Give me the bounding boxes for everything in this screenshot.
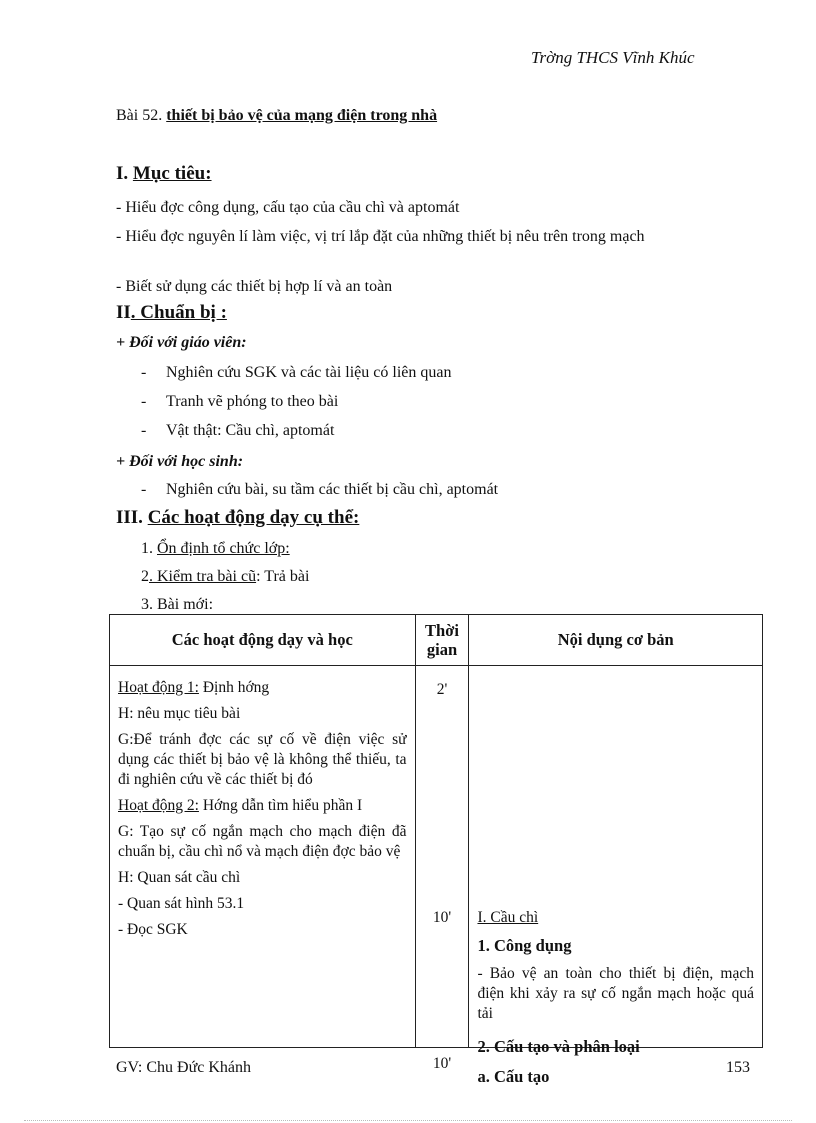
step-1: 1. Ổn định tổ chức lớp:: [141, 540, 290, 557]
time-value: 10': [432, 1055, 452, 1072]
section-title: . Chuẩn bị :: [130, 302, 227, 323]
activity-line: G: Tạo sự cố ngắn mạch cho mạch điện đã chuẩn bị, cầu chì nổ và mạch điện đợc bảo vệ: [118, 823, 407, 860]
col-header-content: Nội dụng cơ bản: [469, 615, 763, 666]
page-bottom-divider: [24, 1120, 792, 1121]
section-title: Các hoạt động dạy cụ thể:: [147, 507, 360, 528]
section-roman: III.: [116, 507, 143, 528]
objective-item: - Hiểu đợc nguyên lí làm việc, vị trí lắp đặt của những thiết bị nêu trên trong mạch: [116, 228, 645, 245]
activity-line: G:Để tránh đợc các sự cố về điện việc sử dụng các thiết bị bảo vệ là không thể thiếu, ta đi nghiên cứu về các thiết bị đó: [118, 731, 407, 788]
time-cell: [415, 666, 469, 1072]
footer-teacher: GV: Chu Đức Khánh: [116, 1059, 252, 1076]
col-header-time: Thời gian: [415, 615, 469, 666]
teacher-item: - Vật thật: Cầu chì, aptomát: [141, 422, 335, 439]
lesson-name: thiết bị bảo vệ của mạng điện trong nhà: [166, 107, 438, 124]
content-line: I. Cầu chì: [477, 909, 539, 926]
lesson-number: Bài 52.: [116, 107, 163, 124]
student-label: + Đối với học sinh:: [116, 453, 244, 470]
page-number: 153: [726, 1059, 750, 1076]
section-activities-heading: [116, 507, 359, 529]
objective-item: - Hiểu đợc công dụng, cấu tạo của cầu chì và aptomát: [116, 199, 460, 216]
table-row: [110, 666, 763, 1048]
teacher-label: + Đối với giáo viên:: [116, 334, 247, 351]
section-roman: I.: [116, 163, 129, 184]
lesson-title: [116, 107, 437, 125]
section-title: Mục tiêu:: [132, 163, 212, 184]
teacher-item: - Tranh vẽ phóng to theo bài: [141, 393, 339, 410]
time-value: 2': [436, 681, 448, 698]
student-item: - Nghiên cứu bài, su tầm các thiết bị cầu chì, aptomát: [141, 481, 499, 498]
col-header-activities: Các hoạt động dạy và học: [110, 615, 416, 666]
content-line: a. Cấu tạo: [477, 1067, 550, 1086]
step-2: 2. Kiểm tra bài cũ: Trả bài: [141, 568, 310, 585]
section-preparation-heading: [116, 302, 227, 324]
activities-cell: [110, 666, 416, 1048]
activity-line: - Đọc SGK: [118, 921, 188, 938]
table-header-row: [110, 615, 763, 666]
section-roman: II: [116, 302, 131, 323]
step-3: 3. Bài mới:: [141, 596, 214, 613]
activity-line: - Quan sát hình 53.1: [118, 895, 245, 912]
teacher-item: - Nghiên cứu SGK và các tài liệu có liên quan: [141, 364, 452, 381]
activity-2: Hoạt động 2: Hớng dẫn tìm hiểu phần I: [118, 797, 363, 814]
activity-line: H: nêu mục tiêu bài: [118, 705, 241, 722]
content-line: 2. Cấu tạo và phân loại: [477, 1037, 640, 1056]
activity-line: H: Quan sát cầu chì: [118, 869, 241, 886]
activity-1: Hoạt động 1: Định hớng: [118, 679, 270, 696]
content-line: - Bảo vệ an toàn cho thiết bị điện, mạch điện khi xảy ra sự cố ngắn mạch hoặc quá tải: [477, 965, 754, 1022]
content-line: 1. Công dụng: [477, 936, 572, 955]
time-value: 10': [432, 909, 452, 926]
objective-item: - Biết sử dụng các thiết bị hợp lí và an toàn: [116, 278, 393, 295]
school-header: Trờng THCS Vĩnh Khúc: [531, 48, 695, 67]
section-objectives-heading: [116, 163, 212, 185]
